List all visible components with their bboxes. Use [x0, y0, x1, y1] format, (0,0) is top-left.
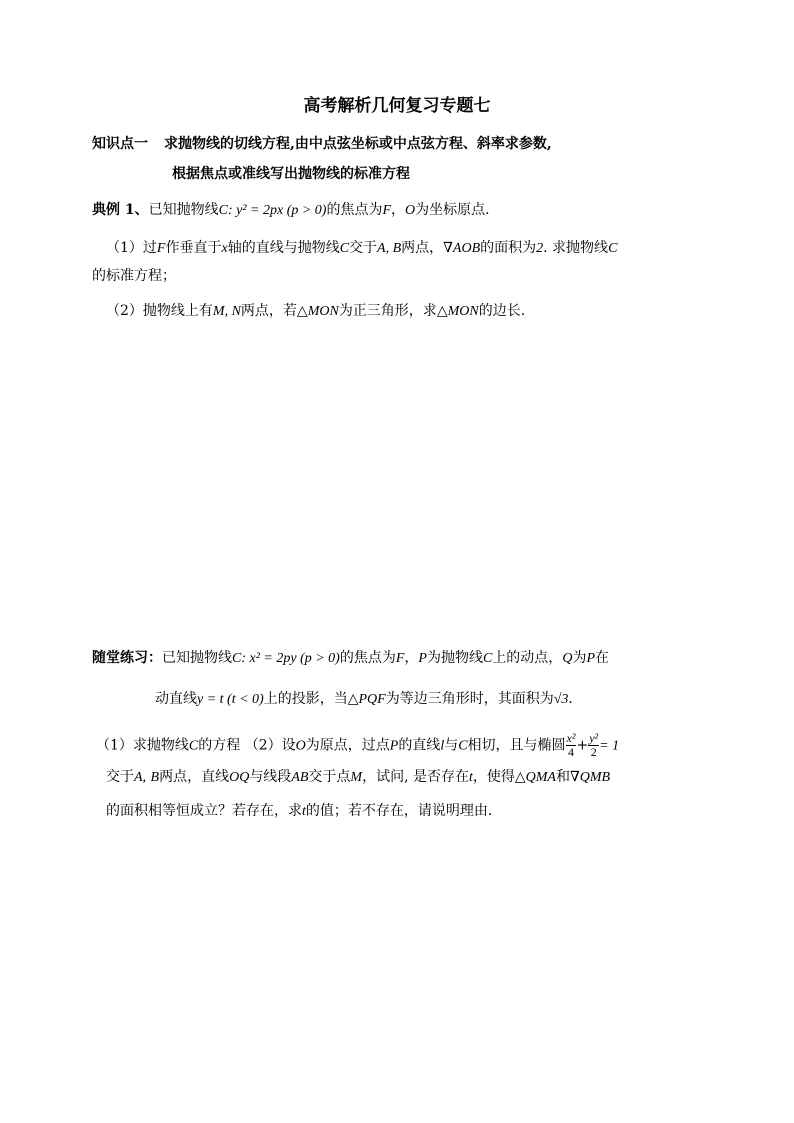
- text: 已知抛物线: [148, 202, 219, 218]
- math-var: O: [405, 203, 416, 218]
- math-var: C: [339, 241, 350, 256]
- text: 动直线: [155, 691, 197, 707]
- math-var: = 1: [599, 738, 620, 754]
- text: 的标准方程；: [92, 268, 176, 284]
- text: ，试问, 是否存在: [362, 769, 469, 785]
- math-var: P: [586, 651, 595, 666]
- math-triangle: △PQF: [347, 692, 386, 707]
- math-var: x: [221, 241, 228, 256]
- text: .: [568, 691, 573, 707]
- fraction-x2-over-4: [566, 732, 577, 759]
- text: 与线段: [249, 769, 292, 785]
- math-var: t: [469, 770, 473, 785]
- text: 的方程 （2）设: [198, 737, 296, 754]
- math-var: C: [608, 241, 618, 256]
- text: 交于: [106, 769, 134, 785]
- math-var: 2: [536, 241, 544, 256]
- text: ，: [404, 650, 419, 666]
- text: 的直线: [398, 737, 441, 754]
- text: 的值；若不存在，请说明理由.: [305, 803, 493, 819]
- practice-line-2: [155, 689, 573, 710]
- math-var: A, B: [377, 241, 402, 256]
- math-var: OQ: [229, 770, 250, 785]
- text: 在: [595, 650, 609, 666]
- text: 为坐标原点.: [415, 202, 490, 218]
- math-var: B: [150, 770, 160, 785]
- document-title: 高考解析几何复习专题七: [303, 96, 491, 116]
- fraction-y2-over-2: [588, 732, 599, 759]
- text: 的焦点为: [326, 202, 383, 218]
- knowledge-text-1: 求抛物线的切线方程,由中点弦坐标或中点弦方程、斜率求参数,: [164, 136, 552, 152]
- text: 的焦点为: [339, 650, 396, 666]
- fraction-numerator: x²: [566, 731, 576, 745]
- math-var: P: [389, 738, 399, 754]
- text: 为原点，过点: [305, 737, 390, 754]
- practice-line-1: [92, 648, 609, 669]
- text: 上的动点，: [492, 650, 563, 666]
- text: 上的投影，当: [263, 691, 348, 707]
- math-var: C: [458, 738, 468, 754]
- math-var: M: [350, 770, 363, 785]
- practice-label: 随堂练习：: [92, 650, 162, 666]
- math-var: Q: [562, 651, 573, 666]
- example1-question-1: [106, 238, 617, 259]
- example1-question-1-cont: [92, 266, 176, 286]
- math-var: t: [302, 804, 306, 819]
- math-var: √3: [553, 692, 569, 707]
- text: ，使得: [472, 769, 515, 785]
- text: 和: [555, 769, 570, 785]
- math-triangle: △QMA: [514, 770, 556, 785]
- text: 为正三角形，求: [338, 303, 437, 319]
- math-var: P: [418, 651, 427, 666]
- fraction-numerator: y²: [589, 731, 599, 745]
- fraction-denominator: 2: [590, 745, 597, 759]
- math-var: F: [156, 241, 166, 256]
- math-triangle: △MON: [296, 304, 339, 319]
- text: ，: [391, 202, 406, 218]
- parabola-equation-2: C: x² = 2py (p > 0): [232, 651, 340, 666]
- knowledge-text-2: 根据焦点或准线写出抛物线的标准方程: [172, 166, 410, 182]
- knowledge-line-2: [172, 164, 410, 184]
- text: 交于点: [308, 769, 351, 785]
- text: 两点，: [401, 240, 444, 256]
- text: 为等边三角形时，其面积为: [385, 691, 554, 707]
- text: 已知抛物线: [162, 650, 232, 666]
- knowledge-line-1: [92, 134, 552, 154]
- math-var: O: [295, 738, 306, 754]
- text: 为抛物线: [426, 650, 483, 666]
- math-line: y = t (t < 0): [197, 692, 264, 707]
- example1-intro: [92, 200, 490, 221]
- math-var: AB: [291, 770, 309, 785]
- text: 作垂直于: [165, 240, 222, 256]
- math-var: F: [395, 651, 405, 666]
- text: 相切，且与椭圆: [467, 737, 566, 754]
- text: 的面积为: [480, 240, 537, 256]
- example1-label: 典例 1、: [92, 202, 149, 218]
- text: 为: [572, 650, 587, 666]
- math-var: M, N: [212, 304, 241, 319]
- text: 两点，若: [240, 303, 297, 319]
- practice-line-3: [96, 732, 619, 759]
- math-triangle: △MON: [436, 304, 479, 319]
- fraction-denominator: 4: [568, 745, 575, 759]
- math-triangle: ∇AOB: [443, 241, 481, 256]
- parabola-equation: C: y² = 2px (p > 0): [218, 203, 327, 218]
- math-var: A,: [134, 770, 147, 785]
- math-var: C: [482, 651, 493, 666]
- practice-line-5: [106, 801, 492, 822]
- text: （2）抛物线上有: [106, 303, 213, 319]
- text: （1）过: [106, 240, 157, 256]
- example1-question-2: [106, 301, 525, 322]
- text: 两点，直线: [159, 769, 230, 785]
- knowledge-label: 知识点一: [92, 136, 148, 152]
- math-var: F: [382, 203, 392, 218]
- math-var: C: [188, 738, 199, 754]
- text: （1）求抛物线: [96, 737, 189, 754]
- text: 交于: [349, 240, 378, 256]
- text: . 求抛物线: [543, 240, 609, 256]
- math-triangle: ∇QMB: [569, 770, 611, 785]
- text: +: [576, 737, 589, 754]
- text: 与: [444, 737, 459, 754]
- practice-line-4: [106, 767, 610, 788]
- text: 轴的直线与抛物线: [227, 240, 340, 256]
- math-var: l: [440, 738, 445, 754]
- text: 的面积相等恒成立？若存在，求: [106, 803, 302, 819]
- text: 的边长.: [478, 303, 526, 319]
